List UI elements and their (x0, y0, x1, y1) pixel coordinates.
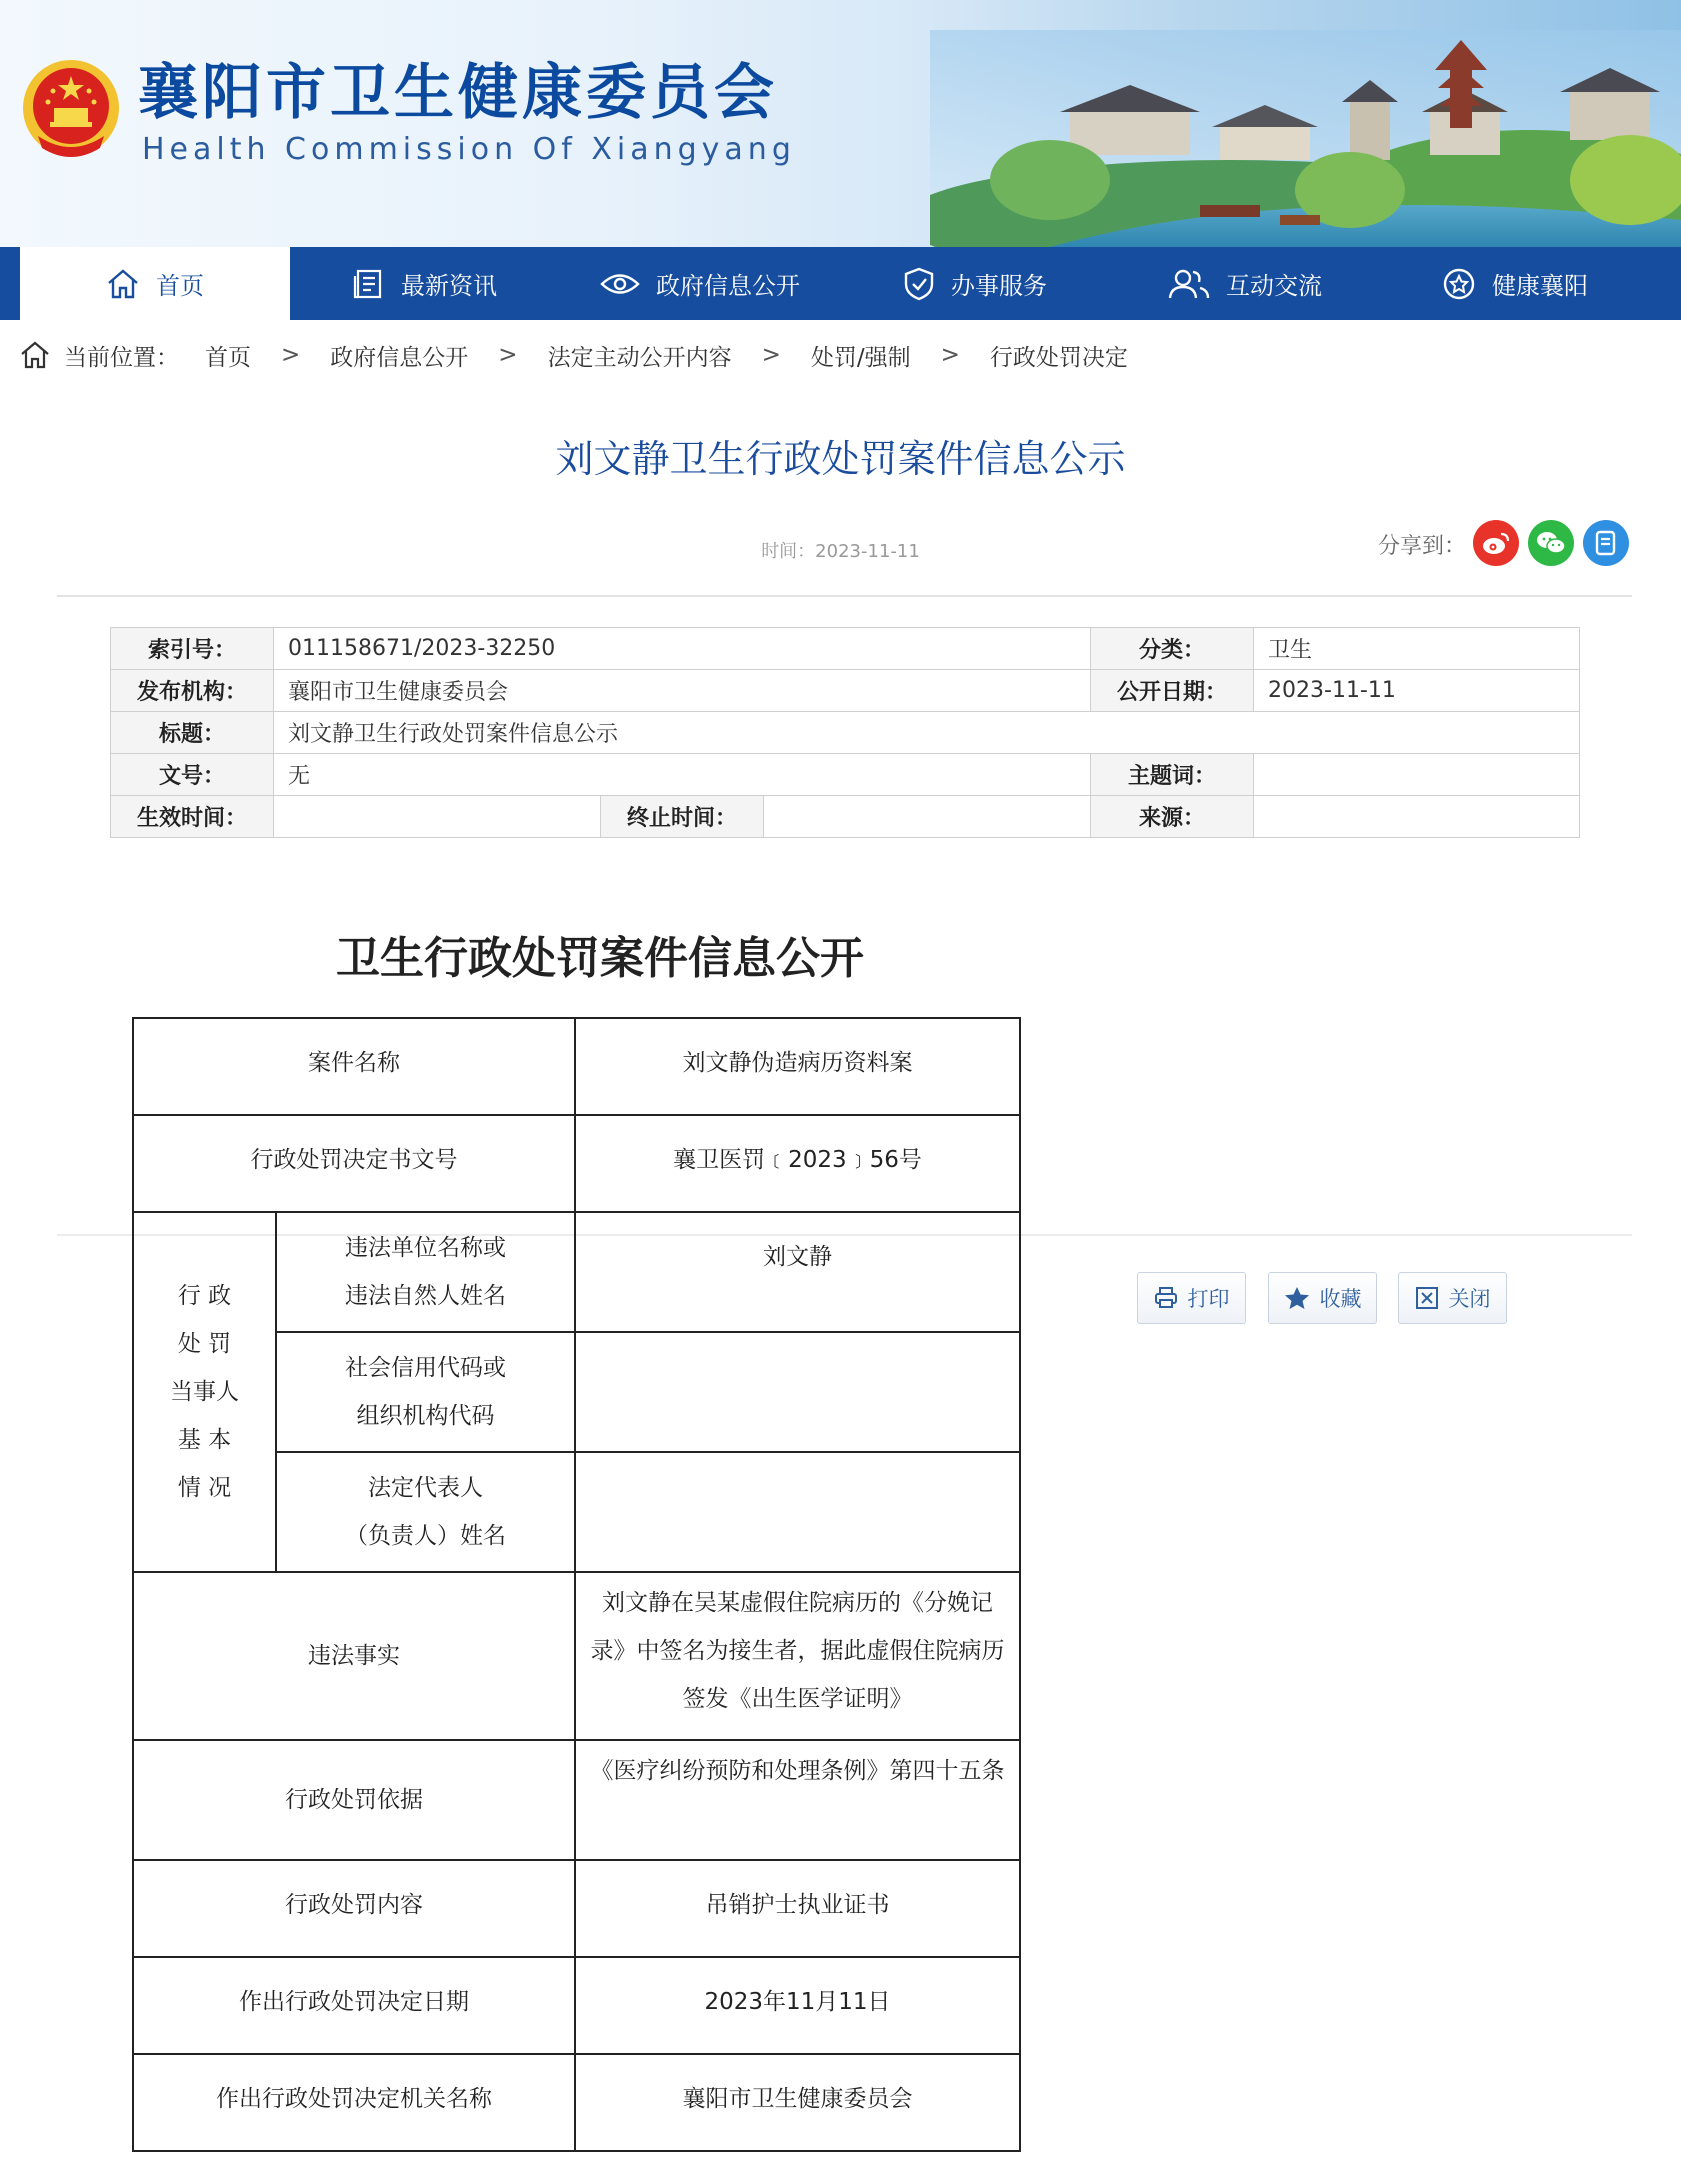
case-name-value: 刘文静伪造病历资料案 (575, 1018, 1020, 1115)
legal-rep-value (575, 1452, 1020, 1572)
breadcrumb-prefix: 当前位置： (64, 344, 179, 371)
share-qzone-button[interactable] (1583, 520, 1629, 566)
category-label: 分类： (1091, 628, 1254, 670)
case-name-label: 案件名称 (133, 1018, 575, 1115)
decision-date-label: 作出行政处罚决定日期 (133, 1957, 575, 2054)
share-wechat-button[interactable] (1528, 520, 1574, 566)
nav-label: 首页 (156, 272, 204, 300)
category-value: 卫生 (1254, 628, 1580, 670)
party-group-line: 当事人 (170, 1379, 239, 1405)
wechat-icon (1535, 529, 1567, 557)
breadcrumb-item-statutory[interactable]: 法定主动公开内容 (547, 344, 732, 371)
nav-label: 政府信息公开 (656, 272, 800, 300)
publish-date-label: 公开日期： (1091, 670, 1254, 712)
expiry-date-value (764, 796, 1091, 838)
nav-label: 最新资讯 (401, 272, 497, 300)
article-date: 时间：2023-11-11 (761, 541, 920, 562)
credit-code-value (575, 1332, 1020, 1452)
metadata-row (111, 670, 1580, 712)
main-nav (0, 247, 1681, 320)
decision-number-value: 襄卫医罚﹝2023﹞56号 (575, 1115, 1020, 1212)
keywords-value (1254, 754, 1580, 796)
party-group-line: 处 罚 (177, 1331, 232, 1357)
table-row (133, 1740, 1020, 1860)
divider (57, 595, 1632, 597)
nav-item-services[interactable] (840, 247, 1110, 320)
close-icon (1415, 1286, 1439, 1310)
nav-item-healthy-xiangyang[interactable] (1380, 247, 1650, 320)
party-group-line: 基 本 (177, 1427, 232, 1453)
breadcrumb-separator: > (281, 342, 301, 368)
breadcrumb-item-penalty[interactable]: 处罚/强制 (810, 344, 911, 371)
table-row (133, 1572, 1020, 1740)
doc-number-label: 文号： (111, 754, 274, 796)
home-icon (106, 268, 140, 300)
table-row (133, 1018, 1020, 1115)
effective-date-value (274, 796, 601, 838)
publisher-value: 襄阳市卫生健康委员会 (274, 670, 1091, 712)
close-button[interactable] (1398, 1272, 1507, 1324)
table-row (133, 1212, 1020, 1332)
eye-icon (600, 271, 640, 297)
party-name-label (276, 1212, 575, 1332)
section-heading: 卫生行政处罚案件信息公开 (336, 933, 864, 984)
shield-icon (903, 267, 935, 301)
news-icon (353, 268, 385, 300)
source-label: 来源： (1091, 796, 1254, 838)
header-banner (0, 0, 1681, 247)
nav-label: 健康襄阳 (1492, 272, 1588, 300)
effective-date-label: 生效时间： (111, 796, 274, 838)
credit-code-label-line: 组织机构代码 (356, 1403, 495, 1429)
favorite-label: 收藏 (1319, 1287, 1362, 1311)
party-name-label-line: 违法自然人姓名 (345, 1283, 506, 1309)
title-value: 刘文静卫生行政处罚案件信息公示 (274, 712, 1580, 754)
table-row (133, 1860, 1020, 1957)
metadata-row (111, 754, 1580, 796)
legal-rep-label-line: 法定代表人 (368, 1475, 483, 1501)
close-label: 关闭 (1448, 1287, 1491, 1311)
credit-code-label (276, 1332, 575, 1452)
site-subtitle: Health Commission Of Xiangyang (142, 132, 796, 167)
star-icon (1284, 1286, 1310, 1310)
table-row (133, 1957, 1020, 2054)
print-button[interactable] (1137, 1272, 1246, 1324)
share-label: 分享到： (1378, 534, 1467, 559)
source-value (1254, 796, 1580, 838)
publish-date-value: 2023-11-11 (1254, 670, 1580, 712)
breadcrumb (20, 335, 1128, 375)
party-name-value: 刘文静 (575, 1212, 1020, 1332)
keywords-label: 主题词： (1091, 754, 1254, 796)
nav-label: 互动交流 (1226, 272, 1322, 300)
favorite-button[interactable] (1268, 1272, 1377, 1324)
authority-value: 襄阳市卫生健康委员会 (575, 2054, 1020, 2151)
party-group-line: 行 政 (177, 1283, 232, 1309)
index-number-value: 011158671/2023-32250 (274, 628, 1091, 670)
publisher-label: 发布机构： (111, 670, 274, 712)
decision-date-value: 2023年11月11日 (575, 1957, 1020, 2054)
party-group-label (133, 1212, 276, 1572)
nav-item-interaction[interactable] (1110, 247, 1380, 320)
nav-item-news[interactable] (290, 247, 560, 320)
decision-number-label: 行政处罚决定书文号 (133, 1115, 575, 1212)
breadcrumb-separator: > (761, 342, 781, 368)
article-title: 刘文静卫生行政处罚案件信息公示 (555, 437, 1126, 481)
credit-code-label-line: 社会信用代码或 (345, 1355, 506, 1381)
weibo-icon (1481, 530, 1511, 556)
case-info-table (132, 1017, 1021, 2152)
penalty-content-value: 吊销护士执业证书 (575, 1860, 1020, 1957)
metadata-row (111, 628, 1580, 670)
penalty-content-label: 行政处罚内容 (133, 1860, 575, 1957)
share-weibo-button[interactable] (1473, 520, 1519, 566)
home-icon (20, 341, 50, 369)
national-emblem-logo (18, 58, 124, 166)
expiry-date-label: 终止时间： (601, 796, 764, 838)
index-number-label: 索引号： (111, 628, 274, 670)
party-name-label-line: 违法单位名称或 (345, 1235, 506, 1261)
metadata-row (111, 796, 1580, 838)
title-label: 标题： (111, 712, 274, 754)
party-group-line: 情 况 (177, 1475, 232, 1501)
authority-label: 作出行政处罚决定机关名称 (133, 2054, 575, 2151)
star-badge-icon (1442, 267, 1476, 301)
basis-label: 行政处罚依据 (133, 1740, 575, 1860)
metadata-row (111, 712, 1580, 754)
nav-item-home[interactable] (20, 247, 290, 320)
legal-rep-label (276, 1452, 575, 1572)
scenery-illustration (930, 30, 1681, 247)
site-title: 襄阳市卫生健康委员会 (138, 58, 778, 128)
breadcrumb-separator: > (498, 342, 518, 368)
table-row (133, 1115, 1020, 1212)
nav-item-gov-info[interactable] (560, 247, 840, 320)
qzone-icon (1593, 529, 1619, 557)
users-icon (1168, 268, 1210, 300)
print-label: 打印 (1187, 1287, 1230, 1311)
metadata-table (110, 627, 1580, 838)
printer-icon (1154, 1287, 1178, 1309)
legal-rep-label-line: （负责人）姓名 (345, 1523, 506, 1549)
nav-label: 办事服务 (951, 272, 1047, 300)
breadcrumb-separator: > (940, 342, 960, 368)
basis-value: 《医疗纠纷预防和处理条例》第四十五条 (575, 1740, 1020, 1860)
breadcrumb-item-decision[interactable]: 行政处罚决定 (989, 344, 1128, 371)
doc-number-value: 无 (274, 754, 1091, 796)
facts-value: 刘文静在吴某虚假住院病历的《分娩记录》中签名为接生者，据此虚假住院病历签发《出生医学证明》 (575, 1572, 1020, 1740)
facts-label: 违法事实 (133, 1572, 575, 1740)
table-row (133, 2054, 1020, 2151)
breadcrumb-item-home[interactable]: 首页 (205, 344, 251, 371)
breadcrumb-item-gov-info[interactable]: 政府信息公开 (330, 344, 469, 371)
